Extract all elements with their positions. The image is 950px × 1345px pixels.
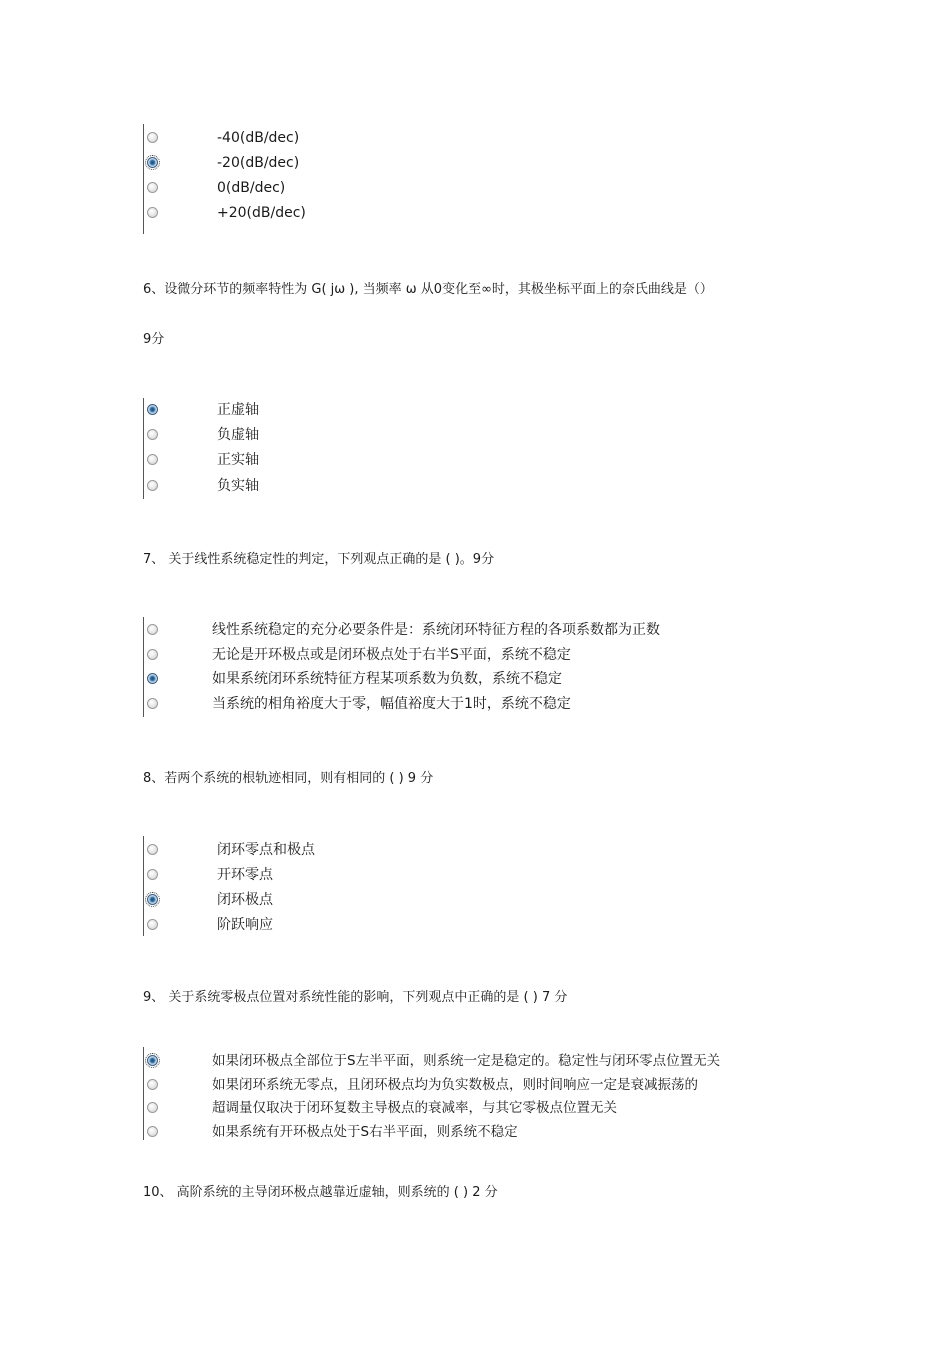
option-label: 当系统的相角裕度大于零，幅值裕度大于1时，系统不稳定 — [212, 696, 571, 712]
question-6-text: 6、设微分环节的频率特性为 G( jω ), 当频率 ω 从0变化至∞时，其极坐标平面上的奈氏曲线是（） — [143, 282, 713, 297]
radio-button-unchecked[interactable] — [147, 919, 158, 930]
option-label: 开环零点 — [217, 867, 273, 883]
option-label: 负实轴 — [217, 478, 259, 494]
radio-button-unchecked[interactable] — [147, 869, 158, 880]
q8-options — [143, 836, 315, 936]
q9-option-4[interactable] — [144, 1120, 844, 1144]
option-label: 正实轴 — [217, 452, 259, 468]
radio-button-unchecked[interactable] — [147, 1079, 158, 1090]
radio-button-checked[interactable] — [147, 157, 158, 168]
radio-button-unchecked[interactable] — [147, 182, 158, 193]
q8-option-3[interactable] — [144, 888, 844, 913]
q6-option-2[interactable] — [144, 423, 844, 448]
radio-button-unchecked[interactable] — [147, 429, 158, 440]
q7-option-2[interactable] — [144, 643, 844, 668]
option-label: 正虚轴 — [217, 402, 259, 418]
q5-option-2[interactable] — [144, 151, 844, 176]
question-8-text: 8、若两个系统的根轨迹相同，则有相同的 ( ) 9 分 — [143, 771, 434, 786]
radio-button-unchecked[interactable] — [147, 698, 158, 709]
option-label: 闭环零点和极点 — [217, 842, 315, 858]
radio-button-unchecked[interactable] — [147, 207, 158, 218]
option-label: 阶跃响应 — [217, 917, 273, 933]
question-6-score: 9分 — [143, 332, 165, 347]
radio-button-unchecked[interactable] — [147, 844, 158, 855]
q8-option-4[interactable] — [144, 913, 844, 938]
radio-button-checked[interactable] — [147, 673, 158, 684]
question-10-text: 10、 高阶系统的主导闭环极点越靠近虚轴，则系统的 ( ) 2 分 — [143, 1185, 498, 1200]
radio-button-checked[interactable] — [147, 1055, 158, 1066]
option-label: 如果系统有开环极点处于S右半平面，则系统不稳定 — [212, 1124, 518, 1140]
option-label: -20(dB/dec) — [217, 155, 300, 171]
radio-button-unchecked[interactable] — [147, 649, 158, 660]
option-label: +20(dB/dec) — [217, 205, 306, 221]
option-label: -40(dB/dec) — [217, 130, 300, 146]
q6-options — [143, 398, 259, 499]
option-label: 负虚轴 — [217, 427, 259, 443]
option-label: 无论是开环极点或是闭环极点处于右半S平面，系统不稳定 — [212, 647, 571, 663]
radio-button-unchecked[interactable] — [147, 1102, 158, 1113]
option-label: 如果闭环系统无零点，且闭环极点均为负实数极点，则时间响应一定是衰减振荡的 — [212, 1077, 698, 1093]
option-label: 线性系统稳定的充分必要条件是：系统闭环特征方程的各项系数都为正数 — [212, 622, 660, 638]
q6-option-4[interactable] — [144, 474, 844, 499]
q5-options — [143, 124, 306, 234]
q9-option-1[interactable] — [144, 1049, 844, 1073]
q9-option-2[interactable] — [144, 1073, 844, 1097]
radio-button-unchecked[interactable] — [147, 1126, 158, 1137]
question-7-text: 7、 关于线性系统稳定性的判定，下列观点正确的是 ( )。9分 — [143, 552, 495, 567]
q7-option-4[interactable] — [144, 692, 844, 717]
radio-button-unchecked[interactable] — [147, 624, 158, 635]
option-label: 如果闭环极点全部位于S左半平面，则系统一定是稳定的。稳定性与闭环零点位置无关 — [212, 1053, 721, 1069]
q5-option-3[interactable] — [144, 176, 844, 201]
q6-option-3[interactable] — [144, 448, 844, 473]
radio-button-unchecked[interactable] — [147, 132, 158, 143]
radio-button-unchecked[interactable] — [147, 454, 158, 465]
radio-button-unchecked[interactable] — [147, 480, 158, 491]
option-label: 0(dB/dec) — [217, 180, 286, 196]
q5-option-4[interactable] — [144, 201, 844, 226]
question-9-text: 9、 关于系统零极点位置对系统性能的影响，下列观点中正确的是 ( ) 7 分 — [143, 990, 568, 1005]
q7-option-1[interactable] — [144, 618, 844, 643]
q9-options — [143, 1047, 721, 1140]
option-label: 闭环极点 — [217, 892, 273, 908]
option-label: 如果系统闭环系统特征方程某项系数为负数，系统不稳定 — [212, 671, 562, 687]
q5-option-1[interactable] — [144, 126, 844, 151]
q7-option-3[interactable] — [144, 667, 844, 692]
radio-button-checked[interactable] — [147, 894, 158, 905]
q8-option-1[interactable] — [144, 838, 844, 863]
q7-options — [143, 617, 660, 717]
q8-option-2[interactable] — [144, 863, 844, 888]
q9-option-3[interactable] — [144, 1096, 844, 1120]
option-label: 超调量仅取决于闭环复数主导极点的衰减率，与其它零极点位置无关 — [212, 1100, 617, 1116]
q6-option-1[interactable] — [144, 398, 844, 423]
radio-button-checked[interactable] — [147, 404, 158, 415]
